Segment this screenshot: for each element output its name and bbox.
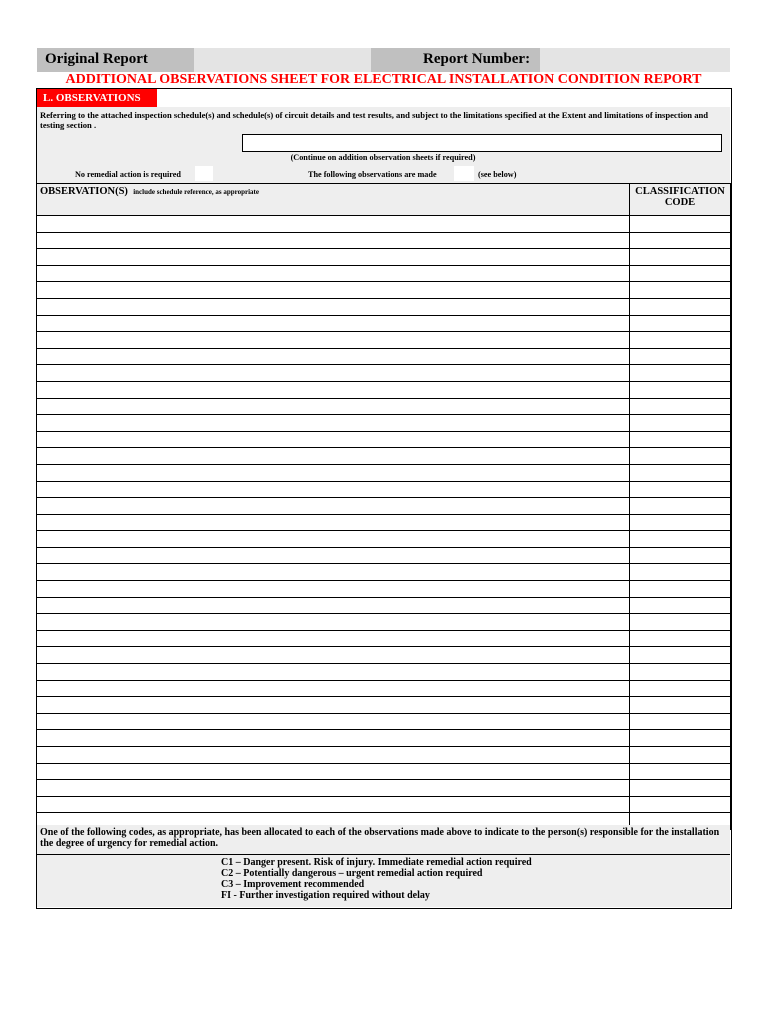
observation-cell[interactable] [37, 763, 630, 780]
classification-code-cell[interactable] [630, 348, 731, 365]
classification-code-cell[interactable] [630, 232, 731, 249]
classification-code-header: CLASSIFICATION CODE [630, 184, 731, 216]
table-row [37, 763, 731, 780]
codes-note: One of the following codes, as appropriate, has been allocated to each of the observations made above to indicate to the person(s) responsible for the installation the degree of urgency for remedial action. [40, 827, 720, 849]
observation-cell[interactable] [37, 564, 630, 581]
following-observations-label: The following observations are made [308, 170, 437, 179]
classification-code-cell[interactable] [630, 216, 731, 233]
classification-code-cell[interactable] [630, 332, 731, 349]
classification-code-cell[interactable] [630, 249, 731, 266]
table-row [37, 564, 731, 581]
classification-code-cell[interactable] [630, 747, 731, 764]
classification-code-cell[interactable] [630, 780, 731, 797]
classification-code-cell[interactable] [630, 796, 731, 813]
observations-header-note: include schedule reference, as appropriate [133, 188, 259, 196]
classification-code-cell[interactable] [630, 415, 731, 432]
observation-cell[interactable] [37, 780, 630, 797]
classification-code-cell[interactable] [630, 697, 731, 714]
observation-cell[interactable] [37, 614, 630, 631]
classification-code-cell[interactable] [630, 282, 731, 299]
observation-cell[interactable] [37, 232, 630, 249]
table-row [37, 332, 731, 349]
table-row [37, 730, 731, 747]
table-row [37, 614, 731, 631]
report-number-field[interactable] [540, 48, 730, 72]
classification-code-cell[interactable] [630, 614, 731, 631]
observation-cell[interactable] [37, 381, 630, 398]
table-row [37, 381, 731, 398]
observation-cell[interactable] [37, 298, 630, 315]
report-number-label: Report Number: [423, 51, 531, 67]
code-c3: C3 – Improvement recommended [221, 879, 365, 890]
classification-code-cell[interactable] [630, 381, 731, 398]
observation-cell[interactable] [37, 796, 630, 813]
observation-cell[interactable] [37, 464, 630, 481]
intro-text: Referring to the attached inspection schedule(s) and schedule(s) of circuit details and test results, and subject to the limitations specified at the Extent and limitations of inspection and testing section . [40, 110, 709, 130]
observation-cell[interactable] [37, 697, 630, 714]
classification-code-cell[interactable] [630, 647, 731, 664]
observation-cell[interactable] [37, 730, 630, 747]
code-c1: C1 – Danger present. Risk of injury. Immediate remedial action required [221, 857, 532, 868]
observation-cell[interactable] [37, 630, 630, 647]
classification-code-cell[interactable] [630, 481, 731, 498]
classification-code-cell[interactable] [630, 298, 731, 315]
table-row [37, 415, 731, 432]
observation-cell[interactable] [37, 581, 630, 598]
classification-code-cell[interactable] [630, 398, 731, 415]
table-row [37, 464, 731, 481]
table-row [37, 348, 731, 365]
following-observations-checkbox[interactable] [454, 166, 474, 181]
observations-table [36, 183, 731, 830]
code-c2: C2 – Potentially dangerous – urgent remedial action required [221, 868, 483, 879]
report-number-cell [371, 48, 540, 72]
observation-cell[interactable] [37, 365, 630, 382]
sheet-title: ADDITIONAL OBSERVATIONS SHEET FOR ELECTRICAL INSTALLATION CONDITION REPORT [65, 72, 702, 87]
observation-cell[interactable] [37, 531, 630, 548]
classification-code-cell[interactable] [630, 431, 731, 448]
observation-cell[interactable] [37, 348, 630, 365]
table-row [37, 431, 731, 448]
table-row [37, 547, 731, 564]
table-row [37, 265, 731, 282]
observation-cell[interactable] [37, 713, 630, 730]
table-row [37, 298, 731, 315]
table-row [37, 630, 731, 647]
original-report-label: Original Report [45, 51, 148, 67]
classification-code-cell[interactable] [630, 365, 731, 382]
table-row [37, 282, 731, 299]
table-row [37, 315, 731, 332]
table-row [37, 531, 731, 548]
table-row [37, 581, 731, 598]
classification-code-cell[interactable] [630, 531, 731, 548]
observation-cell[interactable] [37, 747, 630, 764]
classification-code-cell[interactable] [630, 680, 731, 697]
observation-cell[interactable] [37, 415, 630, 432]
table-row [37, 481, 731, 498]
table-row [37, 597, 731, 614]
observations-header [37, 184, 630, 216]
classification-code-cell[interactable] [630, 597, 731, 614]
table-row [37, 713, 731, 730]
observation-cell[interactable] [37, 664, 630, 681]
observation-cell[interactable] [37, 514, 630, 531]
classification-code-cell[interactable] [630, 448, 731, 465]
observation-cell[interactable] [37, 431, 630, 448]
classification-code-cell[interactable] [630, 730, 731, 747]
table-row [37, 232, 731, 249]
observation-cell[interactable] [37, 315, 630, 332]
continue-note: (Continue on addition observation sheets if required) [290, 153, 476, 162]
table-row [37, 664, 731, 681]
table-row [37, 216, 731, 233]
observation-cell[interactable] [37, 647, 630, 664]
table-row [37, 498, 731, 515]
table-row [37, 365, 731, 382]
table-row [37, 448, 731, 465]
observation-cell[interactable] [37, 398, 630, 415]
observation-cell[interactable] [37, 216, 630, 233]
classification-code-cell[interactable] [630, 547, 731, 564]
classification-code-cell[interactable] [630, 498, 731, 515]
classification-code-cell[interactable] [630, 630, 731, 647]
table-row [37, 747, 731, 764]
table-row [37, 697, 731, 714]
observation-cell[interactable] [37, 547, 630, 564]
no-remedial-label: No remedial action is required [75, 170, 181, 179]
observation-cell[interactable] [37, 249, 630, 266]
no-remedial-checkbox[interactable] [195, 166, 213, 181]
table-row [37, 249, 731, 266]
classification-code-cell[interactable] [630, 514, 731, 531]
classification-code-cell[interactable] [630, 564, 731, 581]
observation-cell[interactable] [37, 498, 630, 515]
table-row [37, 514, 731, 531]
observation-cell[interactable] [37, 332, 630, 349]
classification-code-cell[interactable] [630, 581, 731, 598]
original-report-cell [37, 48, 194, 72]
observation-cell[interactable] [37, 680, 630, 697]
classification-code-cell[interactable] [630, 265, 731, 282]
classification-code-cell[interactable] [630, 664, 731, 681]
table-row [37, 796, 731, 813]
see-below-note: (see below) [478, 170, 517, 179]
table-row [37, 680, 731, 697]
original-report-value[interactable] [194, 48, 371, 72]
observation-cell[interactable] [37, 481, 630, 498]
observations-header-label: OBSERVATION(S) [40, 186, 128, 197]
table-header-row [37, 184, 731, 216]
table-row [37, 398, 731, 415]
code-fi: FI - Further investigation required without delay [221, 890, 430, 901]
classification-code-cell[interactable] [630, 713, 731, 730]
observation-cell[interactable] [37, 282, 630, 299]
observation-cell[interactable] [37, 597, 630, 614]
classification-code-cell[interactable] [630, 315, 731, 332]
observation-cell[interactable] [37, 448, 630, 465]
table-row [37, 780, 731, 797]
classification-code-cell[interactable] [630, 763, 731, 780]
observation-cell[interactable] [37, 265, 630, 282]
table-row [37, 647, 731, 664]
section-label: L. OBSERVATIONS [37, 89, 157, 107]
continue-field[interactable] [242, 134, 722, 152]
classification-code-cell[interactable] [630, 464, 731, 481]
